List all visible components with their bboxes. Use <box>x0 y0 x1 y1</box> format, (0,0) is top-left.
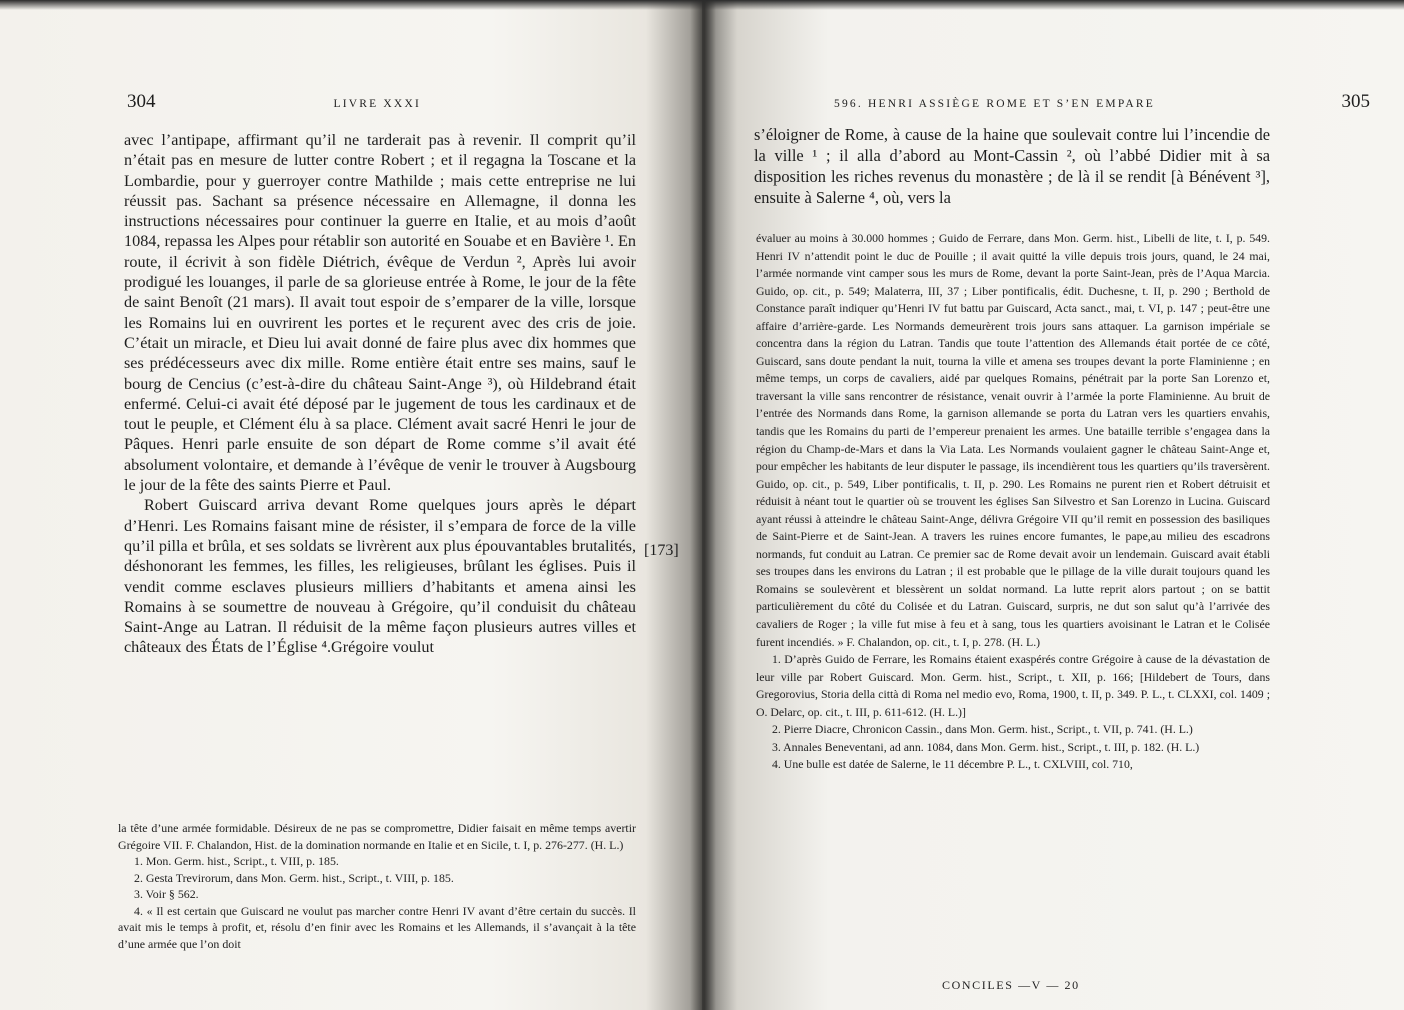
running-title: LIVRE XXXI <box>333 98 421 110</box>
paragraph: Robert Guiscard arriva devant Rome quelques jours après le départ d’Henri. Les Romains faisant mine de résister, il s’empara de force de la ville qu’il pilla et brûla, et ses soldats se livrèrent aux plus épouvantables brutalités, déshonorant les femmes, les filles, les religieuses, brûlant les églises. Puis il vendit comme esclaves plusieurs milliers d’habitants et amena ainsi les Romains à se soumettre de nouveau à Grégoire, qu’il conduisit du château Saint-Ange au Latran. Il réduisit de la même façon plusieurs autres villes et châteaux des États de l’Église ⁴.Grégoire voulut <box>124 496 636 657</box>
running-title: 596. HENRI ASSIÈGE ROME ET S’EN EMPARE <box>834 98 1155 110</box>
page-edge-shadow <box>0 0 1404 10</box>
footnote: évaluer au moins à 30.000 hommes ; Guido de Ferrare, dans Mon. Germ. hist., Libelli de lite, t. I, p. 549. Henri IV n’attendit point le duc de Pouille ; il avait quitté la ville depuis trois jours, quand, le 24 mai, l’armée normande vint camper sous les murs de Rome, devant la porte Saint-Jean, près de l’Aqua Marcia. Guido, op. cit., p. 549; Malaterra, III, 37 ; Liber pontificalis, édit. Duchesne, t. II, p. 290 ; Berthold de Constance paraît indiquer qu’Henri IV fut battu par Guiscard, Acta sanct., mai, t. VI, p. 147 ; peut-être une affaire d’arrière-garde. Les Normands demeurèrent trois jours sans attaquer. La garnison impériale se concentra dans la région du Latran. Tandis que toute l’attention des Allemands était portée de ce côté, Guiscard, sans doute pendant la nuit, tourna la ville et amena ses troupes devant la porte Flaminienne ; en même temps, un corps de cavaliers, aidé par quelques Romains, pénétrait par la porte San Lorenzo et, traversant la ville sans rencontrer de résistance, venait ouvrir à l’armée la porte Flaminienne. Au bruit de l’entrée des Normands dans Rome, la garnison allemande se porta du Latran vers les quartiers envahis, tandis que les Romains du parti de l’empereur prenaient les armes. Une bataille terrible s’engagea dans la région du Champ-de-Mars et dans la Via Lata. Les Normands voulaient gagner le château Saint-Ange et, pour empêcher les habitants de leur disputer le passage, ils incendièrent tous les quartiers qu’ils traversèrent. Guido, op. cit., p. 549, Liber pontificalis, t. II, p. 290. Les Romains ne purent rien et Robert détruisit et réduisit à néant tout le quartier où se trouvent les églises San Silvestro et San Lorenzo in Lucina. Guiscard ayant réussi à atteindre le château Saint-Ange, délivra Grégoire VII qu’il remit en possession des basiliques de Saint-Pierre et de Saint-Jean. A travers les ruines encore fumantes, le pape,au milieu des escadrons normands, fut conduit au Latran. Ce premier sac de Rome devait avoir un lendemain. Guiscard avait établi ses troupes dans les environs du Latran ; il est probable que le pillage de la ville durait toujours quand les Romains se soulevèrent et blessèrent un soldat normand. La lutte reprit alors partout ; on se battit particulièrement du côté du Colisée et du Latran. Guiscard, surpris, ne dut son salut qu’à l’arrivée des cavaliers de Roger ; la ville fut mise à feu et à sang, tous les quartiers avoisinant le Latran et le Colisée furent incendiés. » F. Chalandon, op. cit., t. I, p. 278. (H. L.) <box>756 231 1270 649</box>
book-gutter <box>690 0 716 1010</box>
footnote: 4. « Il est certain que Guiscard ne voulut pas marcher contre Henri IV avant d’être certain du succès. Il avait mis le temps à profit, et, résolu d’en finir avec les Romains et les Allemands, il s’avançait à la tête d’une armée que l’on doit <box>118 903 636 951</box>
footnote: 3. Annales Beneventani, ad ann. 1084, dans Mon. Germ. hist., Script., t. III, p. 182. (H. L.) <box>772 739 1200 754</box>
right-running-head <box>834 91 1370 117</box>
page-number: 304 <box>127 91 156 112</box>
left-body-text <box>124 130 636 658</box>
left-running-head <box>127 91 637 117</box>
footnote: 1. Mon. Germ. hist., Script., t. VIII, p. 185. <box>134 854 339 868</box>
footnote: 2. Pierre Diacre, Chronicon Cassin., dans Mon. Germ. hist., Script., t. VII, p. 741. (H. L.) <box>772 722 1193 737</box>
right-page <box>702 0 1404 1010</box>
footnote: 1. D’après Guido de Ferrare, les Romains étaient exaspérés contre Grégoire à cause de la dévastation de leur ville par Robert Guiscard. Mon. Germ. hist., Script., t. XII, p. 166; [Hildebert de Tours, dans Gregorovius, Storia della città di Roma nel medio evo, Roma, 1900, t. II, p. 349. P. L., t. CLXXI, col. 1409 ; O. Delarc, op. cit., t. III, p. 611-612. (H. L.)] <box>756 652 1270 719</box>
page-number: 305 <box>1341 91 1370 112</box>
left-footnotes <box>118 820 636 952</box>
footnote: 4. Une bulle est datée de Salerne, le 11 décembre P. L., t. CXLVIII, col. 710, <box>772 757 1133 772</box>
footnote: la tête d’une armée formidable. Désireux de ne pas se compromettre, Didier faisait en même temps avertir Grégoire VII. F. Chalandon, Hist. de la domination normande en Italie et en Sicile, t. I, p. 276-277. (H. L.) <box>118 821 636 852</box>
signature-mark: CONCILES —V — 20 <box>942 978 1080 992</box>
right-body-text <box>754 124 1270 208</box>
footnote: 3. Voir § 562. <box>134 887 199 901</box>
right-footnotes <box>756 230 1270 774</box>
margin-page-reference: [173] <box>644 542 679 559</box>
paragraph: s’éloigner de Rome, à cause de la haine que soulevait contre lui l’incendie de la ville ¹ ; il alla d’abord au Mont-Cassin ², où l’abbé Didier mit à sa disposition les riches revenus du monastère ; de là il se rendit [à Bénévent ³], ensuite à Salerne ⁴, où, vers la <box>754 125 1270 207</box>
paragraph: avec l’antipape, affirmant qu’il ne tarderait pas à revenir. Il comprit qu’il n’était pas en mesure de lutter contre Robert ; et il regagna la Toscane et la Lombardie, pour y guerroyer contre Mathilde ; mais cette entreprise ne lui réussit pas. Sachant sa présence nécessaire en Allemagne, il donna les instructions nécessaires pour continuer la guerre en Italie, et au mois d’août 1084, repassa les Alpes pour rétablir son autorité en Souabe et en Bavière ¹. En route, il écrivit à son fidèle Diétrich, évêque de Verdun ², Après lui avoir prodigué les louanges, il parle de sa glorieuse entrée à Rome, le jour de la fête de saint Benoît (21 mars). Il avait tout espoir de s’emparer de la ville, lorsque les Romains lui en ouvrirent les portes et le reçurent avec des cris de joie. C’était un miracle, et Dieu lui avait donné de faire plus avec dix hommes que ses prédécesseurs avec dix mille. Rome entière était entre ses mains, sauf le bourg de Cencius (c’est-à-dire du château Saint-Ange ³), où Hildebrand était enfermé. Celui-ci avait été déposé par le jugement de tous les cardinaux et de tout le peuple, et Clément élu à sa place. Clément avait sacré Henri le jour de Pâques. Henri parle ensuite de son départ de Rome comme s’il avait été absolument volontaire, et demande à l’évêque de venir le trouver à Augsbourg le jour de la fête des saints Pierre et Paul. <box>124 131 636 495</box>
footnote: 2. Gesta Trevirorum, dans Mon. Germ. hist., Script., t. VIII, p. 185. <box>134 870 454 885</box>
